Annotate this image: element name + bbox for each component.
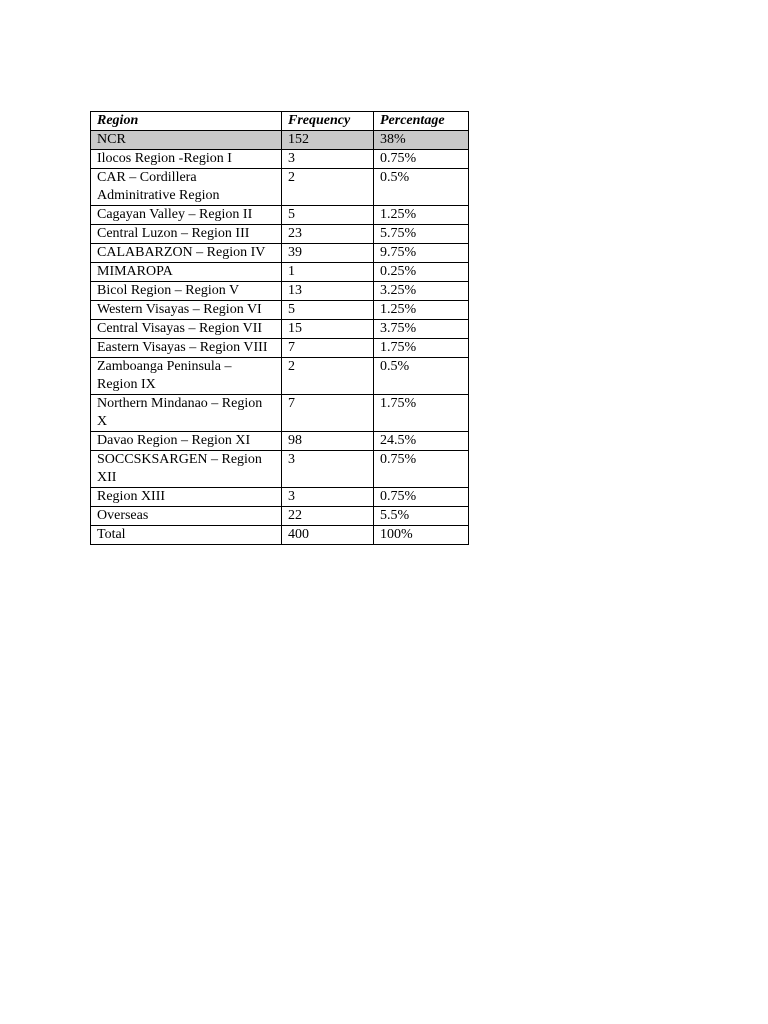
table-row xyxy=(91,263,469,282)
cell-region: Ilocos Region -Region I xyxy=(91,150,282,169)
cell-percentage: 1.25% xyxy=(374,301,469,320)
cell-frequency: 1 xyxy=(282,263,374,282)
header-region: Region xyxy=(91,112,282,131)
cell-percentage: 5.5% xyxy=(374,507,469,526)
cell-region: Zamboanga Peninsula – Region IX xyxy=(91,358,282,395)
cell-percentage: 1.75% xyxy=(374,339,469,358)
cell-percentage: 24.5% xyxy=(374,432,469,451)
cell-frequency: 3 xyxy=(282,451,374,488)
cell-region: Eastern Visayas – Region VIII xyxy=(91,339,282,358)
table-body xyxy=(91,131,469,545)
cell-region: CALABARZON – Region IV xyxy=(91,244,282,263)
cell-percentage: 0.75% xyxy=(374,150,469,169)
cell-frequency: 98 xyxy=(282,432,374,451)
cell-frequency: 400 xyxy=(282,526,374,545)
cell-region: Western Visayas – Region VI xyxy=(91,301,282,320)
cell-region: Central Visayas – Region VII xyxy=(91,320,282,339)
table-row xyxy=(91,169,469,206)
cell-frequency: 39 xyxy=(282,244,374,263)
cell-frequency: 7 xyxy=(282,339,374,358)
cell-frequency: 152 xyxy=(282,131,374,150)
cell-percentage: 9.75% xyxy=(374,244,469,263)
cell-percentage: 1.75% xyxy=(374,395,469,432)
table-row xyxy=(91,451,469,488)
cell-percentage: 100% xyxy=(374,526,469,545)
table-row xyxy=(91,432,469,451)
cell-percentage: 1.25% xyxy=(374,206,469,225)
cell-frequency: 7 xyxy=(282,395,374,432)
cell-frequency: 2 xyxy=(282,358,374,395)
header-row xyxy=(91,112,469,131)
region-frequency-table xyxy=(90,111,469,545)
cell-percentage: 38% xyxy=(374,131,469,150)
cell-percentage: 0.25% xyxy=(374,263,469,282)
cell-region: Central Luzon – Region III xyxy=(91,225,282,244)
cell-frequency: 15 xyxy=(282,320,374,339)
cell-frequency: 22 xyxy=(282,507,374,526)
cell-region: MIMAROPA xyxy=(91,263,282,282)
cell-frequency: 5 xyxy=(282,301,374,320)
table-row xyxy=(91,395,469,432)
cell-percentage: 5.75% xyxy=(374,225,469,244)
cell-frequency: 5 xyxy=(282,206,374,225)
cell-region: SOCCSKSARGEN – Region XII xyxy=(91,451,282,488)
cell-region: NCR xyxy=(91,131,282,150)
table-row xyxy=(91,488,469,507)
cell-percentage: 3.75% xyxy=(374,320,469,339)
cell-percentage: 0.5% xyxy=(374,358,469,395)
table-row xyxy=(91,225,469,244)
table-row xyxy=(91,339,469,358)
header-percentage: Percentage xyxy=(374,112,469,131)
table-row xyxy=(91,244,469,263)
table-header xyxy=(91,112,469,131)
table-row xyxy=(91,320,469,339)
table-row xyxy=(91,507,469,526)
cell-region: CAR – Cordillera Adminitrative Region xyxy=(91,169,282,206)
cell-percentage: 0.75% xyxy=(374,488,469,507)
cell-region: Cagayan Valley – Region II xyxy=(91,206,282,225)
cell-region: Davao Region – Region XI xyxy=(91,432,282,451)
cell-region: Overseas xyxy=(91,507,282,526)
cell-region: Total xyxy=(91,526,282,545)
cell-frequency: 2 xyxy=(282,169,374,206)
cell-percentage: 3.25% xyxy=(374,282,469,301)
table-row xyxy=(91,526,469,545)
cell-percentage: 0.5% xyxy=(374,169,469,206)
table-row xyxy=(91,206,469,225)
cell-region: Northern Mindanao – Region X xyxy=(91,395,282,432)
table-row xyxy=(91,282,469,301)
cell-frequency: 23 xyxy=(282,225,374,244)
cell-percentage: 0.75% xyxy=(374,451,469,488)
cell-region: Region XIII xyxy=(91,488,282,507)
cell-frequency: 3 xyxy=(282,488,374,507)
cell-region: Bicol Region – Region V xyxy=(91,282,282,301)
cell-frequency: 3 xyxy=(282,150,374,169)
header-frequency: Frequency xyxy=(282,112,374,131)
table-row xyxy=(91,131,469,150)
cell-frequency: 13 xyxy=(282,282,374,301)
table-row xyxy=(91,301,469,320)
table-row xyxy=(91,150,469,169)
table-row xyxy=(91,358,469,395)
